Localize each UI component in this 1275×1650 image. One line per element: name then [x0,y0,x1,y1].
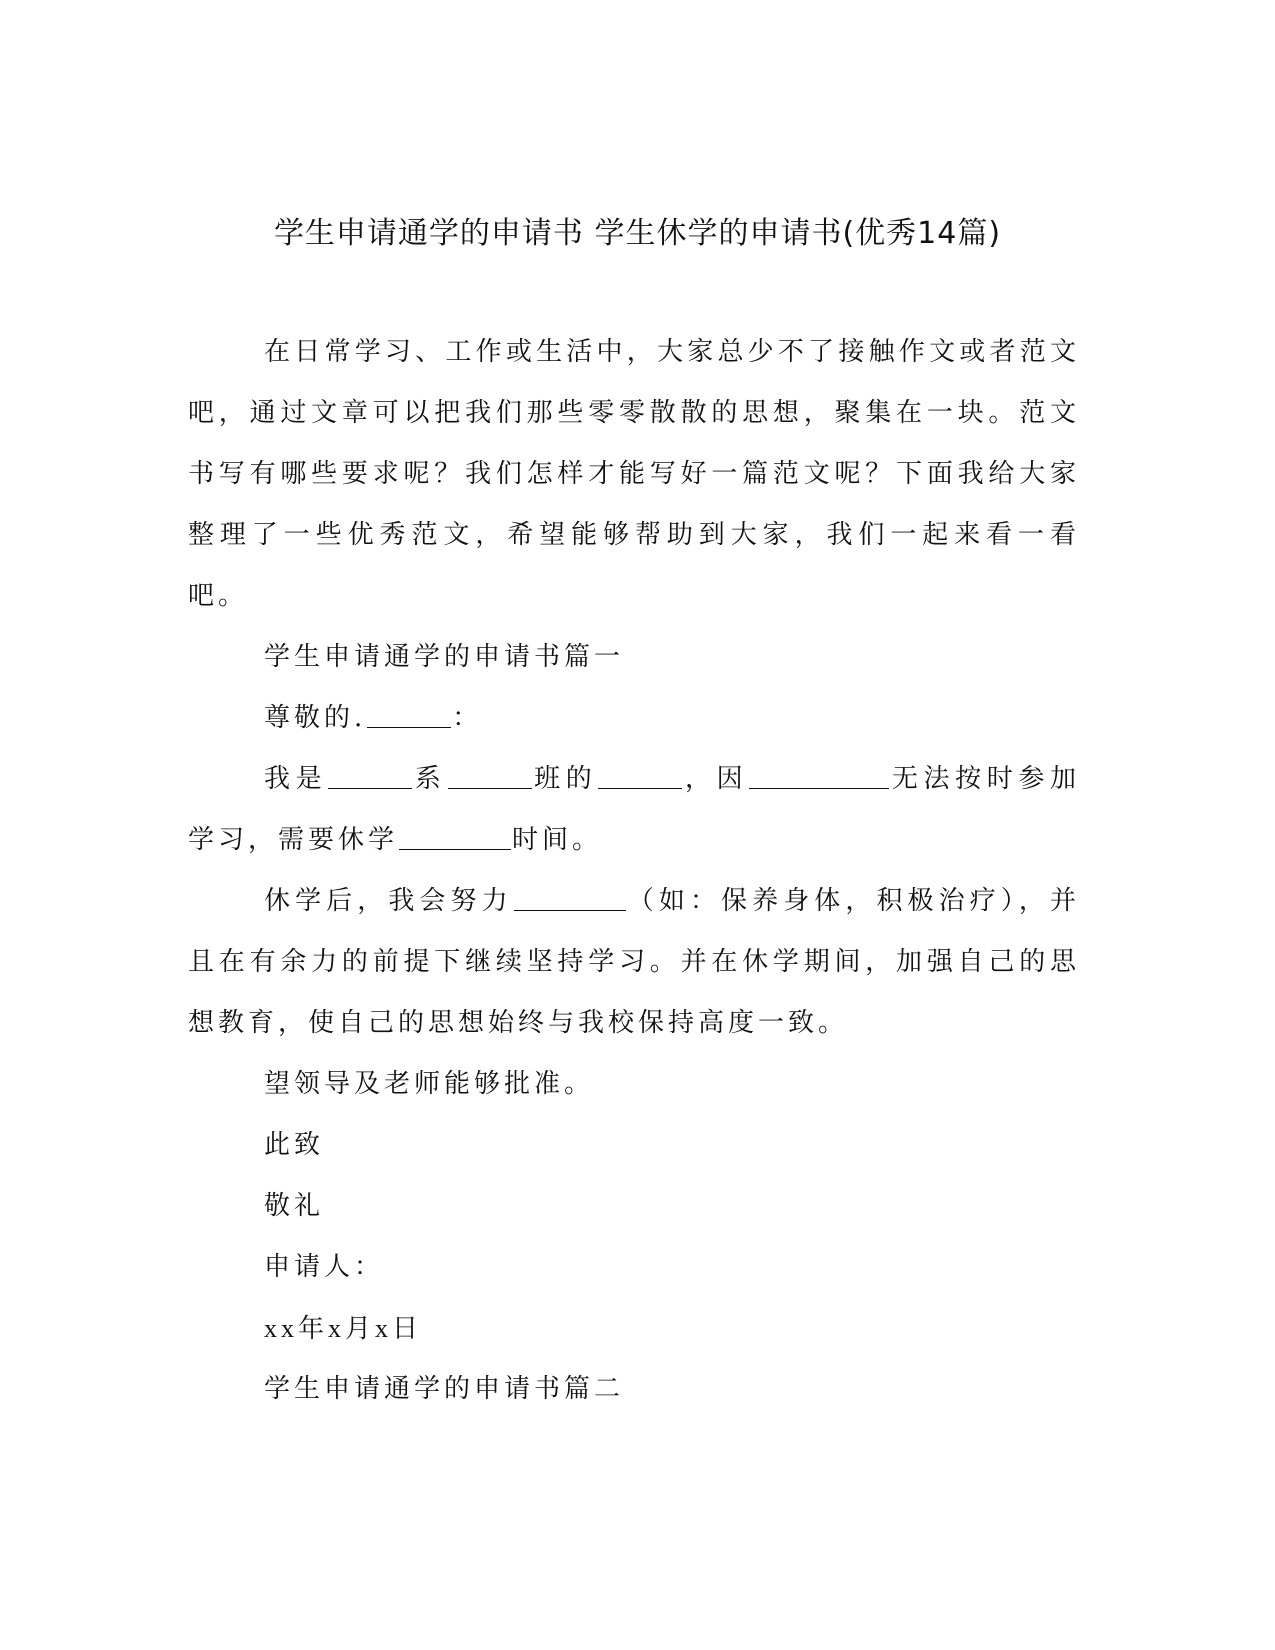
p1-text-4: ，因 [683,764,749,794]
p2-text-1: 休学后，我会努力 [264,886,513,916]
p1-text-3: 班的 [532,764,598,794]
blank-effort [514,884,626,911]
date-line: xx年x月x日 [264,1314,423,1343]
closing-request: 望领导及老师能够批准。 [264,1069,595,1099]
blank-class [448,762,532,789]
blank-duration [399,823,511,850]
salutation-prefix: 尊敬的. [264,703,367,733]
closing-ci-zhi: 此致 [264,1130,325,1160]
p1-text-2: 系 [413,764,447,794]
p1-text-6: 时间。 [512,825,603,855]
document-body [188,322,1080,1420]
blank-recipient [367,701,451,728]
blank-department [328,762,412,789]
paragraph-request [188,749,1080,871]
section-heading-2: 学生申请通学的申请书篇二 [264,1374,625,1404]
applicant-label: 申请人： [264,1252,385,1282]
salutation-suffix: ： [452,703,483,733]
paragraph-commitment [188,871,1080,1054]
salutation [188,688,1080,749]
intro-paragraph: 在日常学习、工作或生活中，大家总少不了接触作文或者范文吧，通过文章可以把我们那些零零散散的思想，聚集在一块。范文书写有哪些要求呢？我们怎样才能写好一篇范文呢？下面我给大家整理了一些优秀范文，希望能够帮助到大家，我们一起来看一看吧。 [188,337,1080,611]
p2-text-2: （如：保养身体，积极治疗），并且在有余力的前提下继续坚持学习。并在休学期间，加强自己的思想教育，使自己的思想始终与我校保持高度一致。 [188,886,1080,1038]
document-title: 学生申请通学的申请书 学生休学的申请书(优秀14篇) [273,216,1002,251]
section-heading-1: 学生申请通学的申请书篇一 [264,642,625,672]
p1-text-1: 我是 [264,764,328,794]
p1-text-5: 无法按时参加学习，需要休学 [188,764,1080,855]
blank-name [598,762,682,789]
closing-jing-li: 敬礼 [264,1191,325,1221]
blank-reason [749,762,889,789]
